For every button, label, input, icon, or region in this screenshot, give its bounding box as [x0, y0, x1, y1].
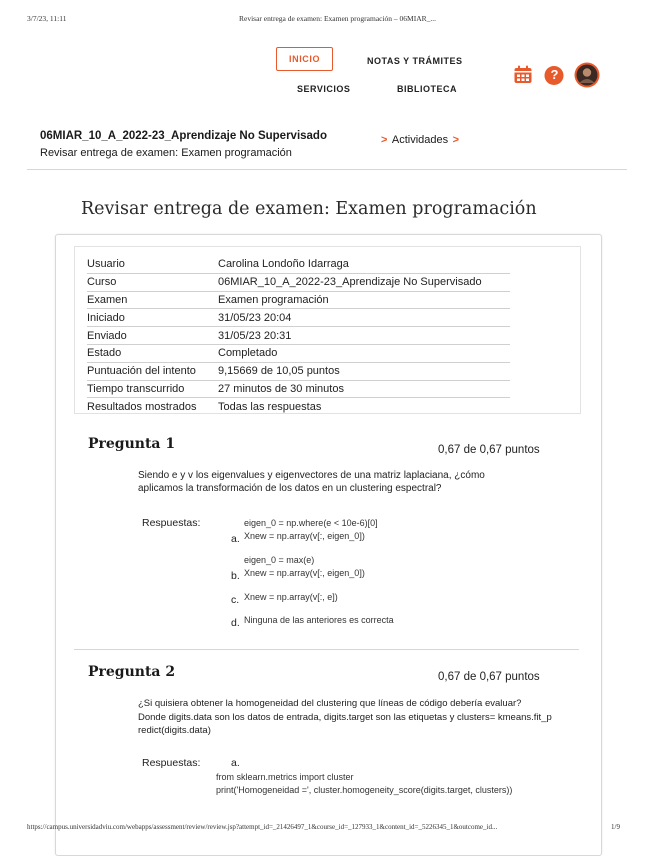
q2-option-a-letter: a. [231, 757, 240, 769]
attempt-info-box [74, 246, 581, 414]
attempt-info-key: Puntuación del intento [87, 362, 218, 380]
breadcrumb-arrow: > [381, 134, 388, 146]
question-1-title: Pregunta 1 [88, 436, 176, 452]
nav-inicio-button[interactable]: INICIO [276, 47, 333, 71]
q1-option-d-letter: d. [231, 617, 240, 629]
attempt-info-key: Tiempo transcurrido [87, 380, 218, 398]
nav-biblioteca[interactable]: BIBLIOTECA [397, 84, 457, 94]
breadcrumb-activities[interactable]: Actividades [391, 134, 449, 146]
question-1-answers-label: Respuestas: [142, 517, 201, 529]
attempt-info-value: 9,15669 de 10,05 puntos [218, 362, 510, 380]
attempt-info-row [87, 362, 510, 380]
q1-option-c-letter: c. [231, 594, 240, 606]
attempt-info-key: Resultados mostrados [87, 400, 197, 413]
print-doc-title: Revisar entrega de examen: Examen programación – 06MIAR_... [239, 14, 437, 23]
question-2-text-line: redict(digits.data) [138, 725, 211, 736]
q2-option-a-line1: from sklearn.metrics import cluster [216, 772, 354, 782]
attempt-info-key: Enviado [87, 327, 218, 345]
breadcrumb-course[interactable]: 06MIAR_10_A_2022-23_Aprendizaje No Supervisado [40, 130, 327, 142]
attempt-info-key: Estado [87, 344, 218, 362]
question-divider [74, 649, 579, 650]
q1-option-a-line2: Xnew = np.array(v[:, eigen_0]) [244, 531, 365, 541]
attempt-info-key: Curso [87, 273, 218, 291]
breadcrumb-current: Revisar entrega de examen: Examen programación [40, 147, 292, 159]
q1-option-c-line1: Xnew = np.array(v[:, e]) [244, 592, 338, 602]
nav-servicios[interactable]: SERVICIOS [297, 84, 351, 94]
attempt-info-row [87, 256, 510, 273]
page-title: Revisar entrega de examen: Examen programación [81, 199, 537, 219]
attempt-info-value: Todas las respuestas [218, 400, 322, 413]
breadcrumb [381, 130, 459, 148]
q1-option-a-letter: a. [231, 533, 240, 545]
print-datetime: 3/7/23, 11:11 [27, 14, 67, 23]
q1-option-b-letter: b. [231, 570, 240, 582]
attempt-info-value: Completado [218, 344, 510, 362]
question-2-score: 0,67 de 0,67 puntos [438, 671, 540, 683]
question-2-text-line: ¿Si quisiera obtener la homogeneidad del clustering que líneas de código debería evaluar? [138, 698, 522, 709]
attempt-info-value: Carolina Londoño Idarraga [218, 256, 510, 273]
question-1-text-line: Siendo e y v los eigenvalues y eigenvectores de una matriz laplaciana, ¿cómo [138, 470, 485, 481]
q2-option-a-line2: print('Homogeneidad =', cluster.homogeneity_score(digits.target, clusters)) [216, 785, 513, 795]
attempt-info-row [87, 291, 510, 309]
question-2-answers-label: Respuestas: [142, 757, 201, 769]
calendar-icon[interactable] [513, 65, 533, 85]
attempt-info-key: Usuario [87, 256, 218, 273]
attempt-info-key: Iniciado [87, 309, 218, 327]
attempt-info-row [87, 344, 510, 362]
print-footer-url: https://campus.universidadviu.com/webapps/assessment/review/review.jsp?attempt_id=_21426497_1&course_id=_127933_1&content_id=_5226345_1&outcome_id... [27, 823, 498, 831]
q1-option-d-line1: Ninguna de las anteriores es correcta [244, 615, 394, 625]
attempt-info-value: 31/05/23 20:04 [218, 309, 510, 327]
attempt-info-table [87, 256, 510, 415]
help-glyph: ? [550, 67, 559, 82]
attempt-info-value: Examen programación [218, 291, 510, 309]
header-divider [27, 169, 627, 170]
question-1-text [138, 469, 485, 495]
question-1-text-line: aplicamos la transformación de los datos en un clustering espectral? [138, 483, 442, 494]
attempt-info-value: 31/05/23 20:31 [218, 327, 510, 345]
attempt-info-row [87, 380, 510, 398]
attempt-info-key: Examen [87, 291, 218, 309]
question-1-score: 0,67 de 0,67 puntos [438, 444, 540, 456]
q1-option-a-line1: eigen_0 = np.where(e < 10e-6)[0] [244, 518, 378, 528]
avatar[interactable] [574, 62, 600, 88]
breadcrumb-arrow: > [452, 134, 460, 146]
attempt-info-row [87, 398, 510, 415]
q1-option-b-line2: Xnew = np.array(v[:, eigen_0]) [244, 568, 365, 578]
help-icon[interactable] [544, 65, 564, 85]
q1-option-b-line1: eigen_0 = max(e) [244, 555, 315, 565]
question-2-title: Pregunta 2 [88, 664, 176, 680]
attempt-info-row [87, 327, 510, 345]
nav-notas-tramites[interactable]: NOTAS Y TRÁMITES [367, 56, 463, 66]
question-2-text [138, 697, 552, 738]
question-2-text-line: Donde digits.data son los datos de entrada, digits.target son las etiquetas y clusters= kmeans.fit_p [138, 711, 552, 723]
attempt-info-value: 06MIAR_10_A_2022-23_Aprendizaje No Supervisado [218, 273, 510, 291]
attempt-info-value: 27 minutos de 30 minutos [218, 380, 510, 398]
print-footer-page: 1/9 [611, 823, 620, 831]
attempt-info-row [87, 273, 510, 291]
attempt-info-row [87, 309, 510, 327]
